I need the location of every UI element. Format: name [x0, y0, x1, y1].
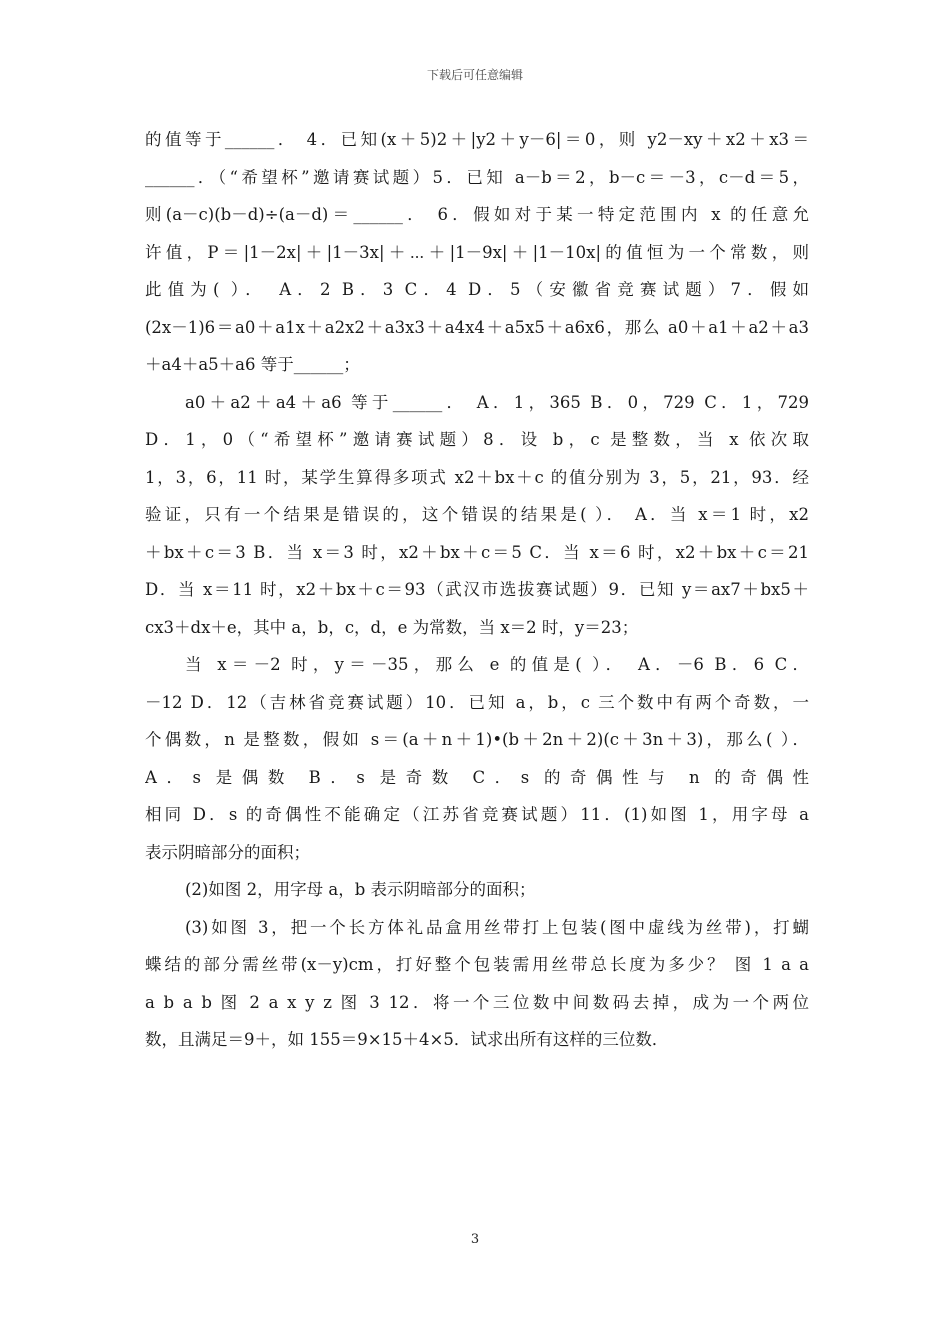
- text-line: 当 x＝－2 时，y＝－35，那么 e 的值是( ）． A．－6 B．6 C．: [185, 655, 809, 674]
- text-line: ______．（“希望杯”邀请赛试题）5．已知 a－b＝2，b－c＝－3，c－d＝5，: [145, 167, 809, 187]
- document-body: [145, 121, 809, 1059]
- text-line: a b a b 图 2 a x y z 图 3 12．将一个三位数中间数码去掉，成为一个两位: [145, 992, 809, 1012]
- text-line: 验证，只有一个结果是错误的，这个错误的结果是( ）． A．当 x＝1 时，x2: [145, 505, 809, 524]
- text-line: (3)如图 3，把一个长方体礼品盒用丝带打上包装(图中虚线为丝带)，打蝴: [185, 917, 809, 937]
- text-line: 的值等于______． 4．已知(x＋5)2＋|y2＋y－6|＝0，则 y2－xy＋x2＋x3＝: [145, 130, 809, 149]
- text-line: 则(a－c)(b－d)÷(a－d)＝______． 6．假如对于某一特定范围内 x 的任意允: [145, 205, 809, 224]
- text-line: D．当 x＝11 时，x2＋bx＋c＝93（武汉市选拔赛试题）9．已知 y＝ax7＋bx5＋: [145, 580, 809, 599]
- text-line: 数，且满足＝9＋，如 155＝9×15＋4×5．试求出所有这样的三位数．: [145, 1030, 669, 1049]
- text-line: (2)如图 2，用字母 a，b 表示阴暗部分的面积；: [185, 880, 536, 899]
- text-line: 相同 D．s 的奇偶性不能确定（江苏省竞赛试题）11．(1)如图 1，用字母 a: [145, 805, 809, 824]
- text-line: －12 D．12（吉林省竞赛试题）10．已知 a，b，c 三个数中有两个奇数，一: [145, 692, 809, 712]
- text-line: 个偶数，n 是整数，假如 s＝(a＋n＋1)•(b＋2n＋2)(c＋3n＋3)，那么( ）．: [145, 730, 809, 749]
- text-line: (2x－1)6＝a0＋a1x＋a2x2＋a3x3＋a4x4＋a5x5＋a6x6，那么 a0＋a1＋a2＋a3: [145, 317, 809, 337]
- text-line: ＋bx＋c＝3 B．当 x＝3 时，x2＋bx＋c＝5 C．当 x＝6 时，x2＋bx＋c＝21: [145, 542, 809, 562]
- text-line: ＋a4＋a5＋a6 等于______；: [145, 355, 360, 374]
- text-line: A．s 是偶数 B．s 是奇数 C．s 的奇偶性与 n 的奇偶性: [145, 767, 809, 787]
- text-line: D．1，0（“希望杯”邀请赛试题）8．设 b，c 是整数，当 x 依次取: [145, 430, 809, 449]
- text-line: 蝶结的部分需丝带(x－y)cm，打好整个包装需用丝带总长度为多少？ 图 1 a a: [145, 955, 809, 974]
- page-header: 下载后可任意编辑: [426, 68, 523, 82]
- text-line: cx3＋dx＋e，其中 a，b，c，d，e 为常数，当 x＝2 时，y＝23；: [145, 617, 639, 637]
- text-line: 许值，P＝|1－2x|＋|1－3x|＋⋯＋|1－9x|＋|1－10x|的值恒为一个常数，则: [145, 242, 809, 262]
- text-line: 1，3，6，11 时，某学生算得多项式 x2＋bx＋c 的值分别为 3，5，21，93．经: [145, 467, 809, 487]
- text-line: a0＋a2＋a4＋a6 等于______． A．1，365 B．0，729 C．1，729: [185, 392, 809, 412]
- text-line: 表示阴暗部分的面积；: [145, 842, 310, 862]
- page-number: 3: [470, 1232, 480, 1247]
- text-line: 此值为( ）． A．2 B．3 C．4 D．5（安徽省竞赛试题）7．假如: [145, 280, 809, 299]
